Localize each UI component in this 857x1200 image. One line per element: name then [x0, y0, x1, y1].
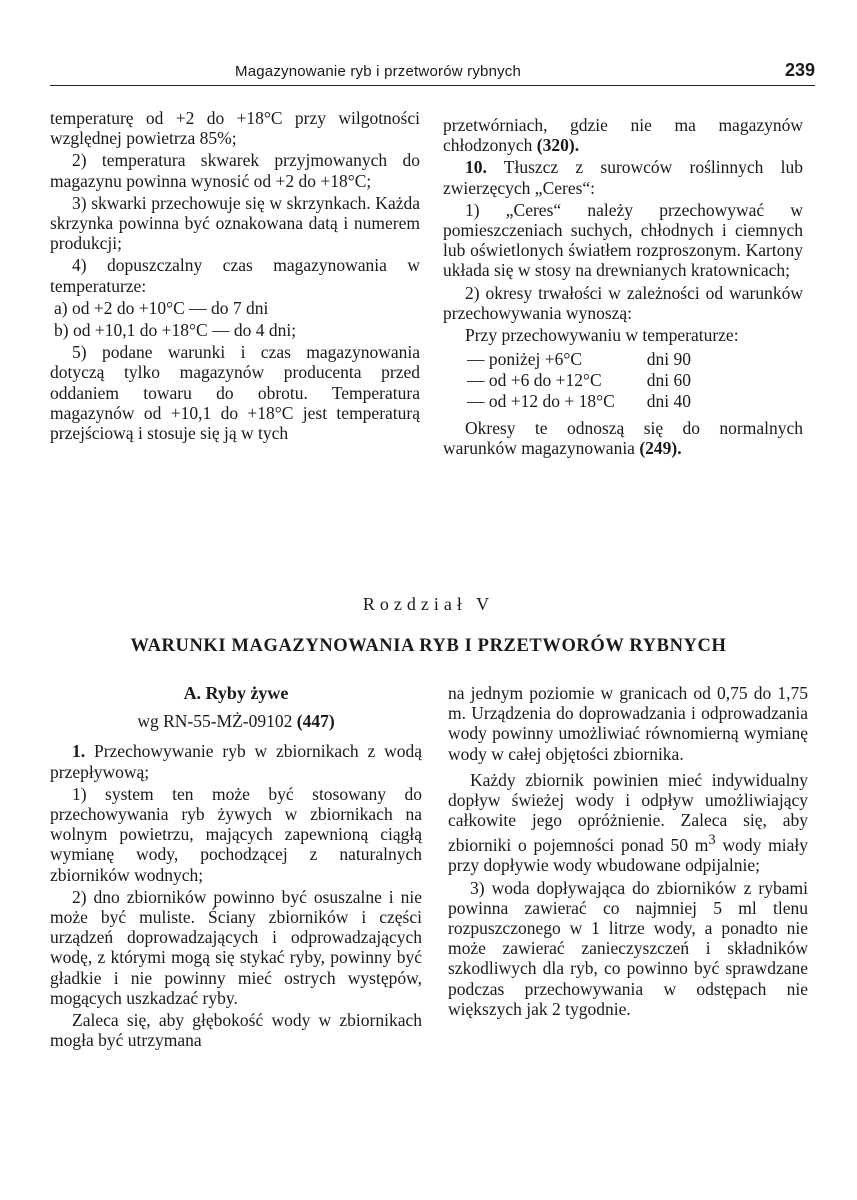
page-number: 239 — [784, 60, 815, 80]
paragraph — [448, 770, 808, 876]
temperature-range: — poniżej +6°C — [467, 349, 583, 370]
list-item: 4) dopuszczalny czas magazynowania w temperaturze: — [50, 255, 420, 296]
temperature-range: — od +12 do + 18°C — [467, 391, 615, 412]
list-subitem: a) od +2 do +10°C — do 7 dni — [54, 297, 269, 318]
paragraph — [443, 115, 803, 155]
storage-days: dni 90 — [646, 349, 692, 370]
item-text: Przechowywanie ryb w zbiornikach z wodą przepływową; — [50, 741, 423, 782]
chapter-label: Rozdział V — [362, 594, 495, 614]
paragraph-text: przetwórniach, gdzie nie ma magazynów chłodzonych — [443, 115, 803, 156]
item-text: Tłuszcz z surowców roślinnych lub zwierzęcych „Ceres“: — [443, 157, 803, 198]
top-right-column — [443, 115, 803, 459]
table-row — [467, 349, 691, 370]
paragraph-text: Okresy te odnoszą się do normalnych warunków magazynowania — [443, 418, 803, 459]
list-item: 3) skwarki przechowuje się w skrzynkach. Każda skrzynka powinna być oznakowana datą i numerem produkcji; — [50, 192, 420, 254]
standard-number: wg RN-55-MŻ-09102 — [137, 711, 293, 732]
storage-days: dni 40 — [646, 391, 692, 412]
list-item: 3) woda dopływająca do zbiorników z rybami powinna zawierać co najmniej 5 ml tlenu rozpuszczonego w 1 litrze wody, a ponadto nie może zawierać zanieczyszczeń i składników szkodliwych dla ryb, co powinno być sprawdzane podczas przechowywania w odstępach nie większych jak 2 tygodnie. — [448, 877, 808, 1019]
running-header — [50, 62, 815, 86]
paragraph: temperaturę od +2 do +18°C przy wilgotności względnej powietrza 85%; — [50, 108, 420, 149]
paragraph: na jednym poziomie w granicach od 0,75 do 1,75 m. Urządzenia do doprowadzania i odprowadzania wody powinny umożliwiać równomierną wymianę wody w całej objętości zbiornika. — [448, 683, 808, 764]
table-row — [467, 391, 691, 412]
top-left-column — [50, 108, 420, 443]
running-title: Magazynowanie ryb i przetworów rybnych — [235, 63, 522, 80]
paragraph — [443, 418, 803, 458]
superscript: 3 — [708, 832, 716, 849]
list-item: 1) „Ceres“ należy przechowywać w pomieszczeniach suchych, chłodnych i ciemnych lub oświetlonych światłem rozproszonym. Kartony układa się w stosy na drewnianych kratownicach; — [443, 199, 803, 281]
reference-number: (447) — [296, 711, 335, 732]
storage-period-table — [467, 349, 691, 412]
standard-reference — [50, 711, 422, 731]
paragraph: Przy przechowywaniu w temperaturze: — [465, 325, 739, 346]
item-number: 1. — [72, 741, 86, 762]
bottom-left-column — [50, 683, 422, 1050]
storage-days: dni 60 — [646, 370, 692, 391]
paragraph: Zaleca się, aby głębokość wody w zbiornikach mogła być utrzymana — [50, 1010, 422, 1051]
section-heading: A. Ryby żywe — [183, 683, 289, 703]
item-number: 10. — [465, 157, 487, 178]
reference-number: (320). — [536, 135, 580, 156]
numbered-item — [50, 741, 422, 781]
reference-number: (249). — [639, 438, 682, 459]
paragraph-text: wody miały przy dopływie wody wbudowane odpijalnie; — [448, 835, 808, 876]
bottom-right-column — [448, 683, 808, 1019]
temperature-range: — od +6 do +12°C — [467, 370, 602, 391]
list-item: 5) podane warunki i czas magazynowania dotyczą tylko magazynów producenta przed oddaniem towaru do obrotu. Temperatura magazynów od +10,1 do +18°C jest temperaturą przejściową i stosuje się ją w tych — [50, 342, 420, 444]
chapter-title: WARUNKI MAGAZYNOWANIA RYB I PRZETWORÓW RYBNYCH — [130, 636, 727, 656]
list-subitem: b) od +10,1 do +18°C — do 4 dni; — [54, 320, 297, 341]
paragraph-text: Każdy zbiornik powinien mieć indywidualny dopływ świeżej wody i odpływ umożliwiający całkowite jego opróżnienie. Zaleca się, aby zbiorniki o pojemności ponad 50 m — [448, 769, 808, 856]
numbered-item — [443, 157, 803, 197]
list-item: 2) okresy trwałości w zależności od warunków przechowywania wynoszą: — [443, 282, 803, 323]
list-item: 2) dno zbiorników powinno być osuszalne i nie może być muliste. Ściany zbiorników i części urządzeń doprowadzających i odprowadzających wodę, z którymi mogą się stykać ryby, powinny być gładkie i nie powinny mieć ostrych występów, mogących uszkadzać ryby. — [50, 886, 422, 1008]
table-row — [467, 370, 691, 391]
list-item: 2) temperatura skwarek przyjmowanych do magazynu powinna wynosić od +2 do +18°C; — [50, 150, 420, 191]
list-item: 1) system ten może być stosowany do przechowywania ryb żywych w zbiornikach na wolnym powietrzu, mających zapewnioną ciągłą wymianę wody, pochodzącej z naturalnych zbiorników wodnych; — [50, 783, 422, 885]
